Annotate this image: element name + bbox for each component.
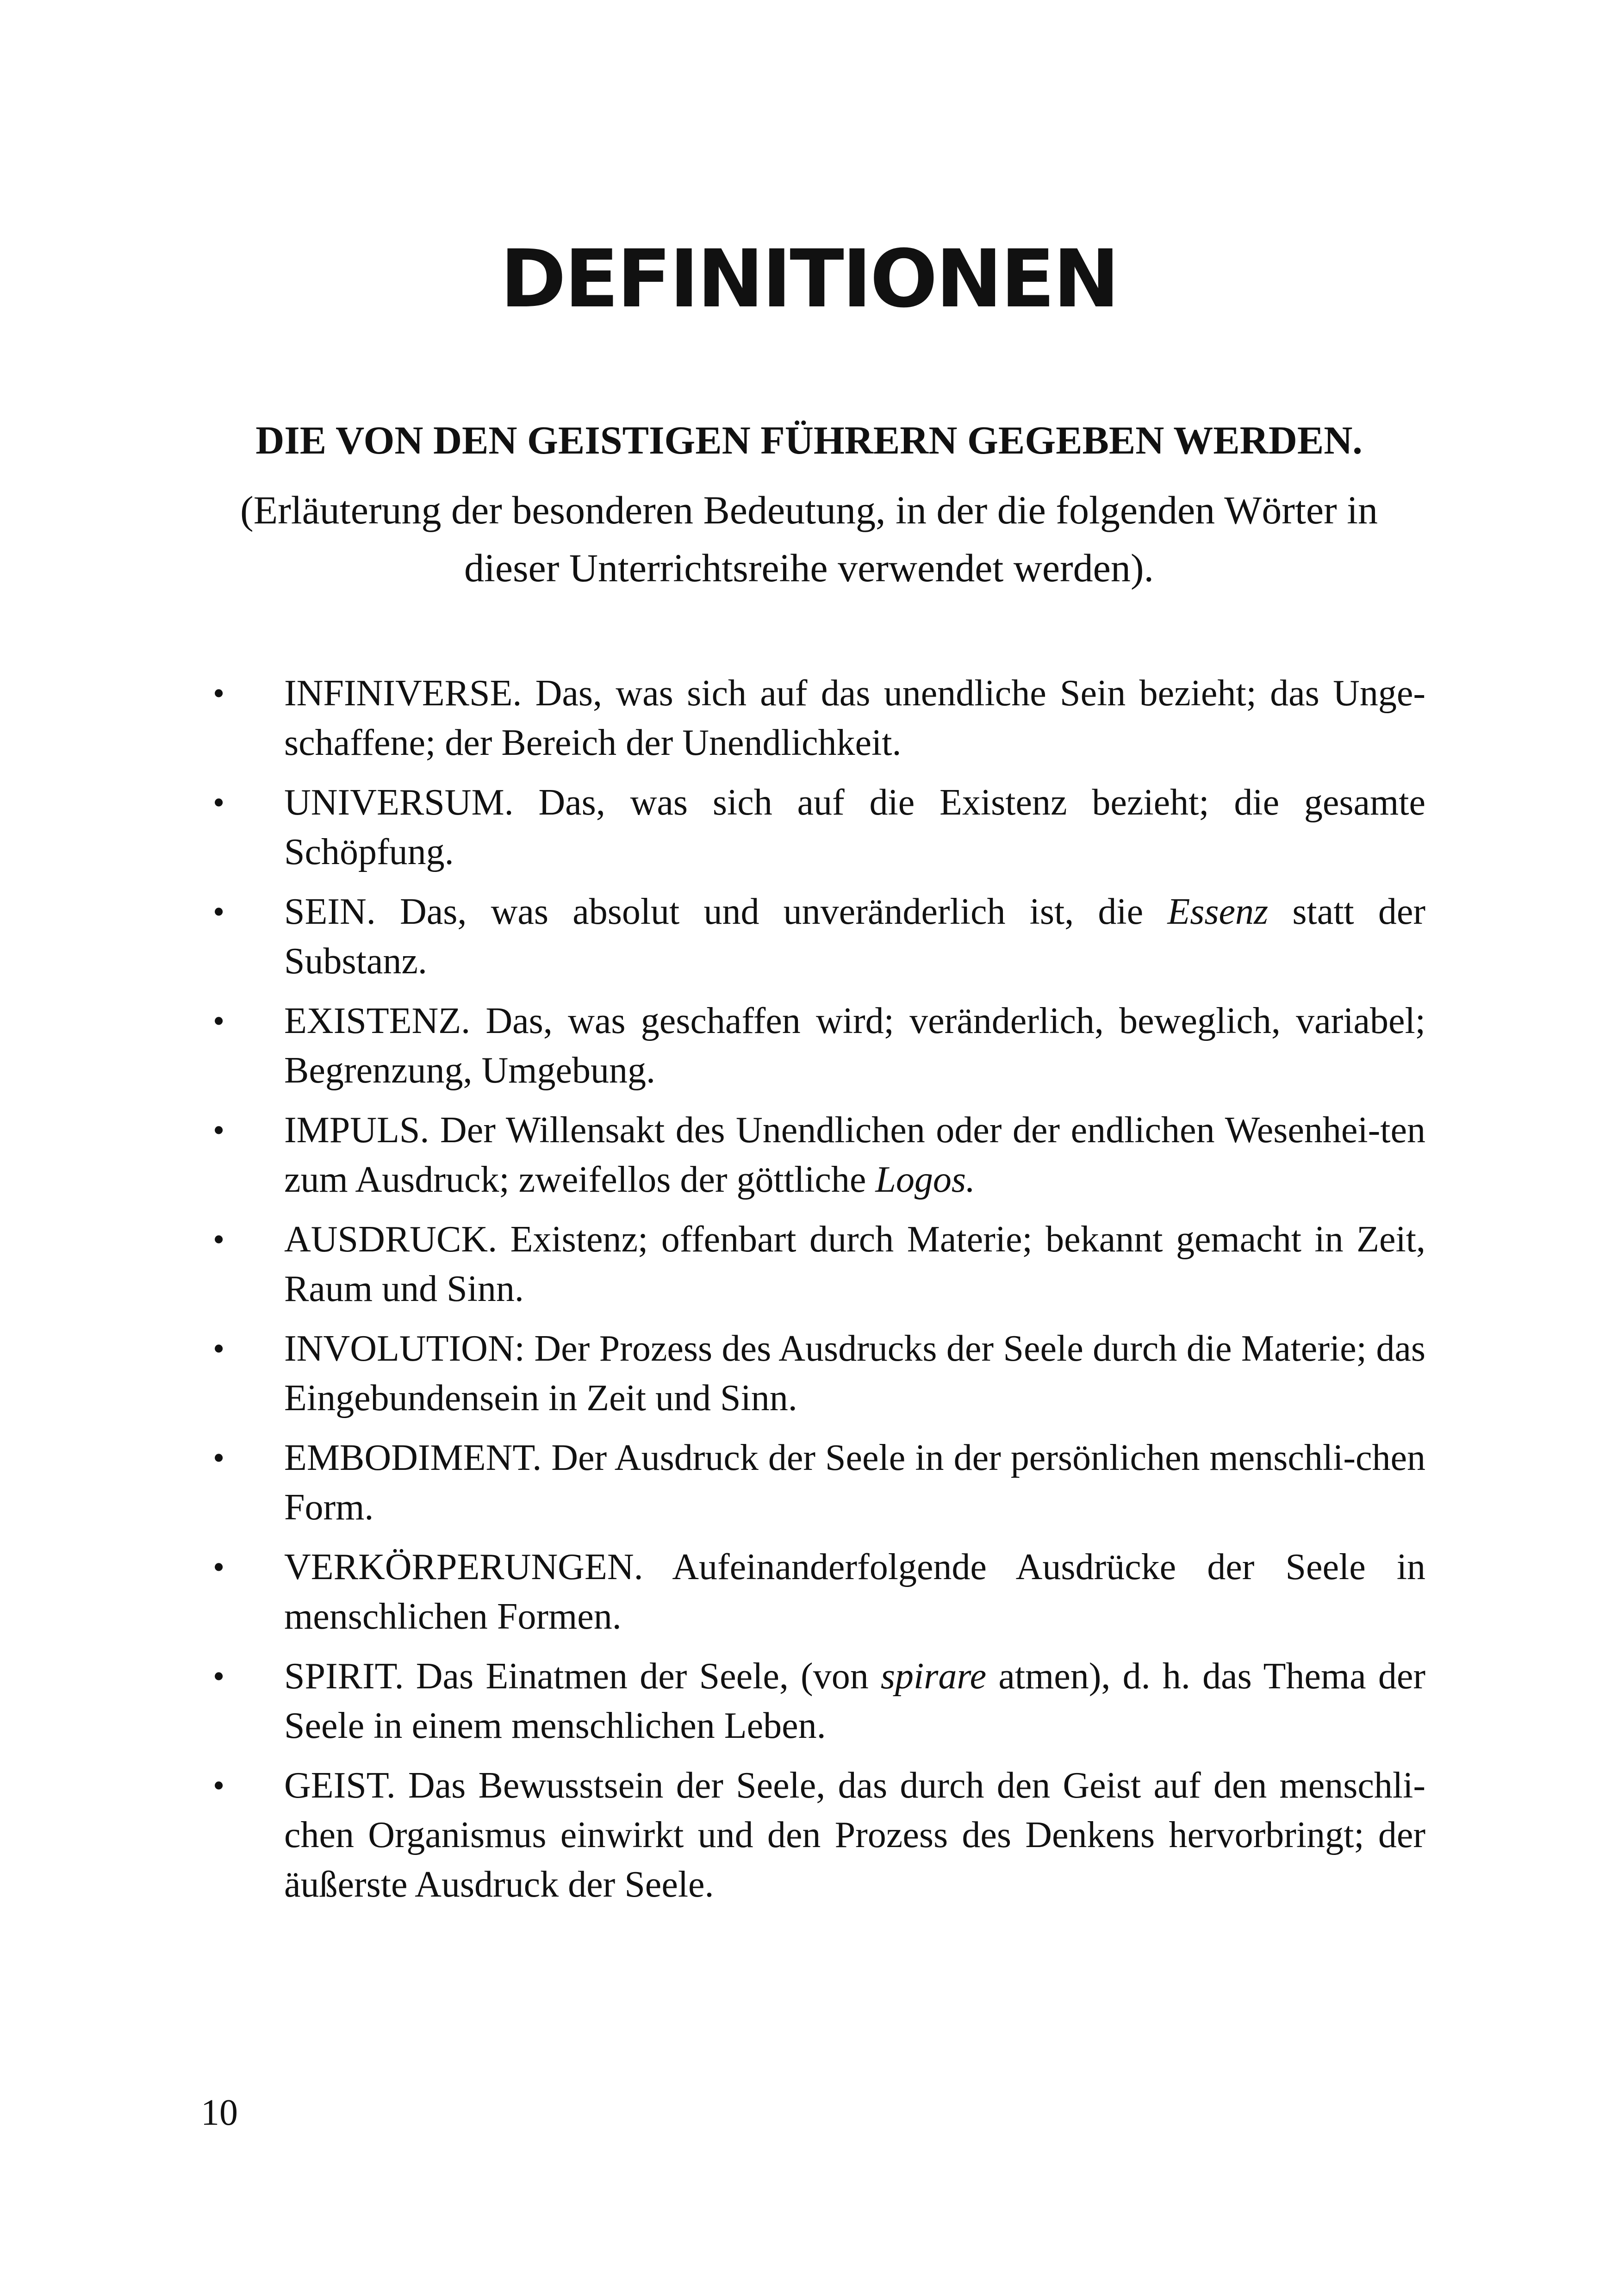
bullet-icon: • [213, 675, 225, 712]
definition-item [204, 1433, 1425, 1532]
definition-emphasis: Essenz [1167, 891, 1269, 932]
bullet-icon: • [213, 1330, 225, 1367]
definition-text: AUSDRUCK. Existenz; offenbart durch Materie; bekannt gemacht in Zeit, Raum und Sinn. [284, 1219, 1425, 1309]
definition-emphasis: spirare [880, 1656, 987, 1697]
definition-text-part: SEIN. Das, was absolut und unveränderlich ist, die [284, 891, 1168, 932]
definition-item [204, 1215, 1425, 1314]
definition-text [284, 891, 1425, 982]
definition-text-part: atmen), d. h. das Thema der Seele in einem menschlichen Leben. [284, 1656, 1426, 1746]
definition-text: VERKÖRPERUNGEN. Aufeinanderfolgende Ausdrücke der Seele in menschlichen Formen. [284, 1547, 1425, 1637]
bullet-icon: • [213, 784, 225, 821]
definition-text: UNIVERSUM. Das, was sich auf die Existenz bezieht; die gesamte Schöpfung. [284, 782, 1425, 872]
definition-emphasis: Logos. [875, 1159, 976, 1200]
bullet-icon: • [213, 1221, 225, 1258]
bullet-icon: • [213, 1658, 225, 1695]
bullet-icon: • [213, 1002, 225, 1039]
definition-text: EXISTENZ. Das, was geschaffen wird; veränderlich, beweglich, variabel; Begrenzung, Umgebung. [284, 1001, 1425, 1091]
explanatory-note-line-1: (Erläuterung der besonderen Bedeutung, in der die folgenden Wörter in [240, 488, 1378, 532]
definition-item [204, 778, 1425, 877]
definition-list [204, 669, 1425, 1920]
definition-text: EMBODIMENT. Der Ausdruck der Seele in der persönlichen menschli-chen Form. [284, 1437, 1425, 1528]
definition-item [204, 887, 1425, 986]
definition-item [204, 996, 1425, 1095]
definition-text: INVOLUTION: Der Prozess des Ausdrucks der Seele durch die Materie; das Eingebundensein in Zeit und Sinn. [284, 1328, 1425, 1419]
explanatory-note-line-2: dieser Unterrichtsreihe verwendet werden). [464, 546, 1154, 590]
definition-item [204, 1106, 1425, 1205]
page-number: 10 [201, 2092, 238, 2133]
definition-item [204, 1652, 1425, 1751]
definition-text: INFINIVERSE. Das, was sich auf das unendliche Sein bezieht; das Unge-schaffene; der Bereich der Unendlichkeit. [284, 673, 1425, 763]
definition-item [204, 1761, 1425, 1910]
bullet-icon: • [213, 1439, 225, 1476]
definition-text [284, 1110, 1425, 1200]
bullet-icon: • [213, 1112, 225, 1149]
bullet-icon: • [213, 1767, 225, 1804]
definition-text-part: statt der Substanz. [284, 891, 1426, 982]
definition-text-part: SPIRIT. Das Einatmen der Seele, (von [284, 1656, 881, 1697]
bullet-icon: • [213, 893, 225, 930]
bullet-icon: • [213, 1549, 225, 1586]
definition-item [204, 669, 1425, 768]
page-title: DEFINITIONEN [500, 232, 1118, 325]
definition-text [284, 1656, 1425, 1746]
definition-item [204, 1543, 1425, 1642]
definition-item [204, 1324, 1425, 1423]
definition-text: GEIST. Das Bewusstsein der Seele, das durch den Geist auf den menschli-chen Organismus einwirkt und den Prozess des Denkens hervorbringt; der äußerste Ausdruck der Seele. [284, 1765, 1425, 1905]
subtitle: DIE VON DEN GEISTIGEN FÜHRERN GEGEBEN WERDEN. [255, 418, 1363, 462]
definition-text-part: IMPULS. Der Willensakt des Unendlichen oder der endlichen Wesenhei-ten zum Ausdruck; zweifellos der göttliche [284, 1110, 1425, 1200]
explanatory-note [194, 481, 1424, 597]
